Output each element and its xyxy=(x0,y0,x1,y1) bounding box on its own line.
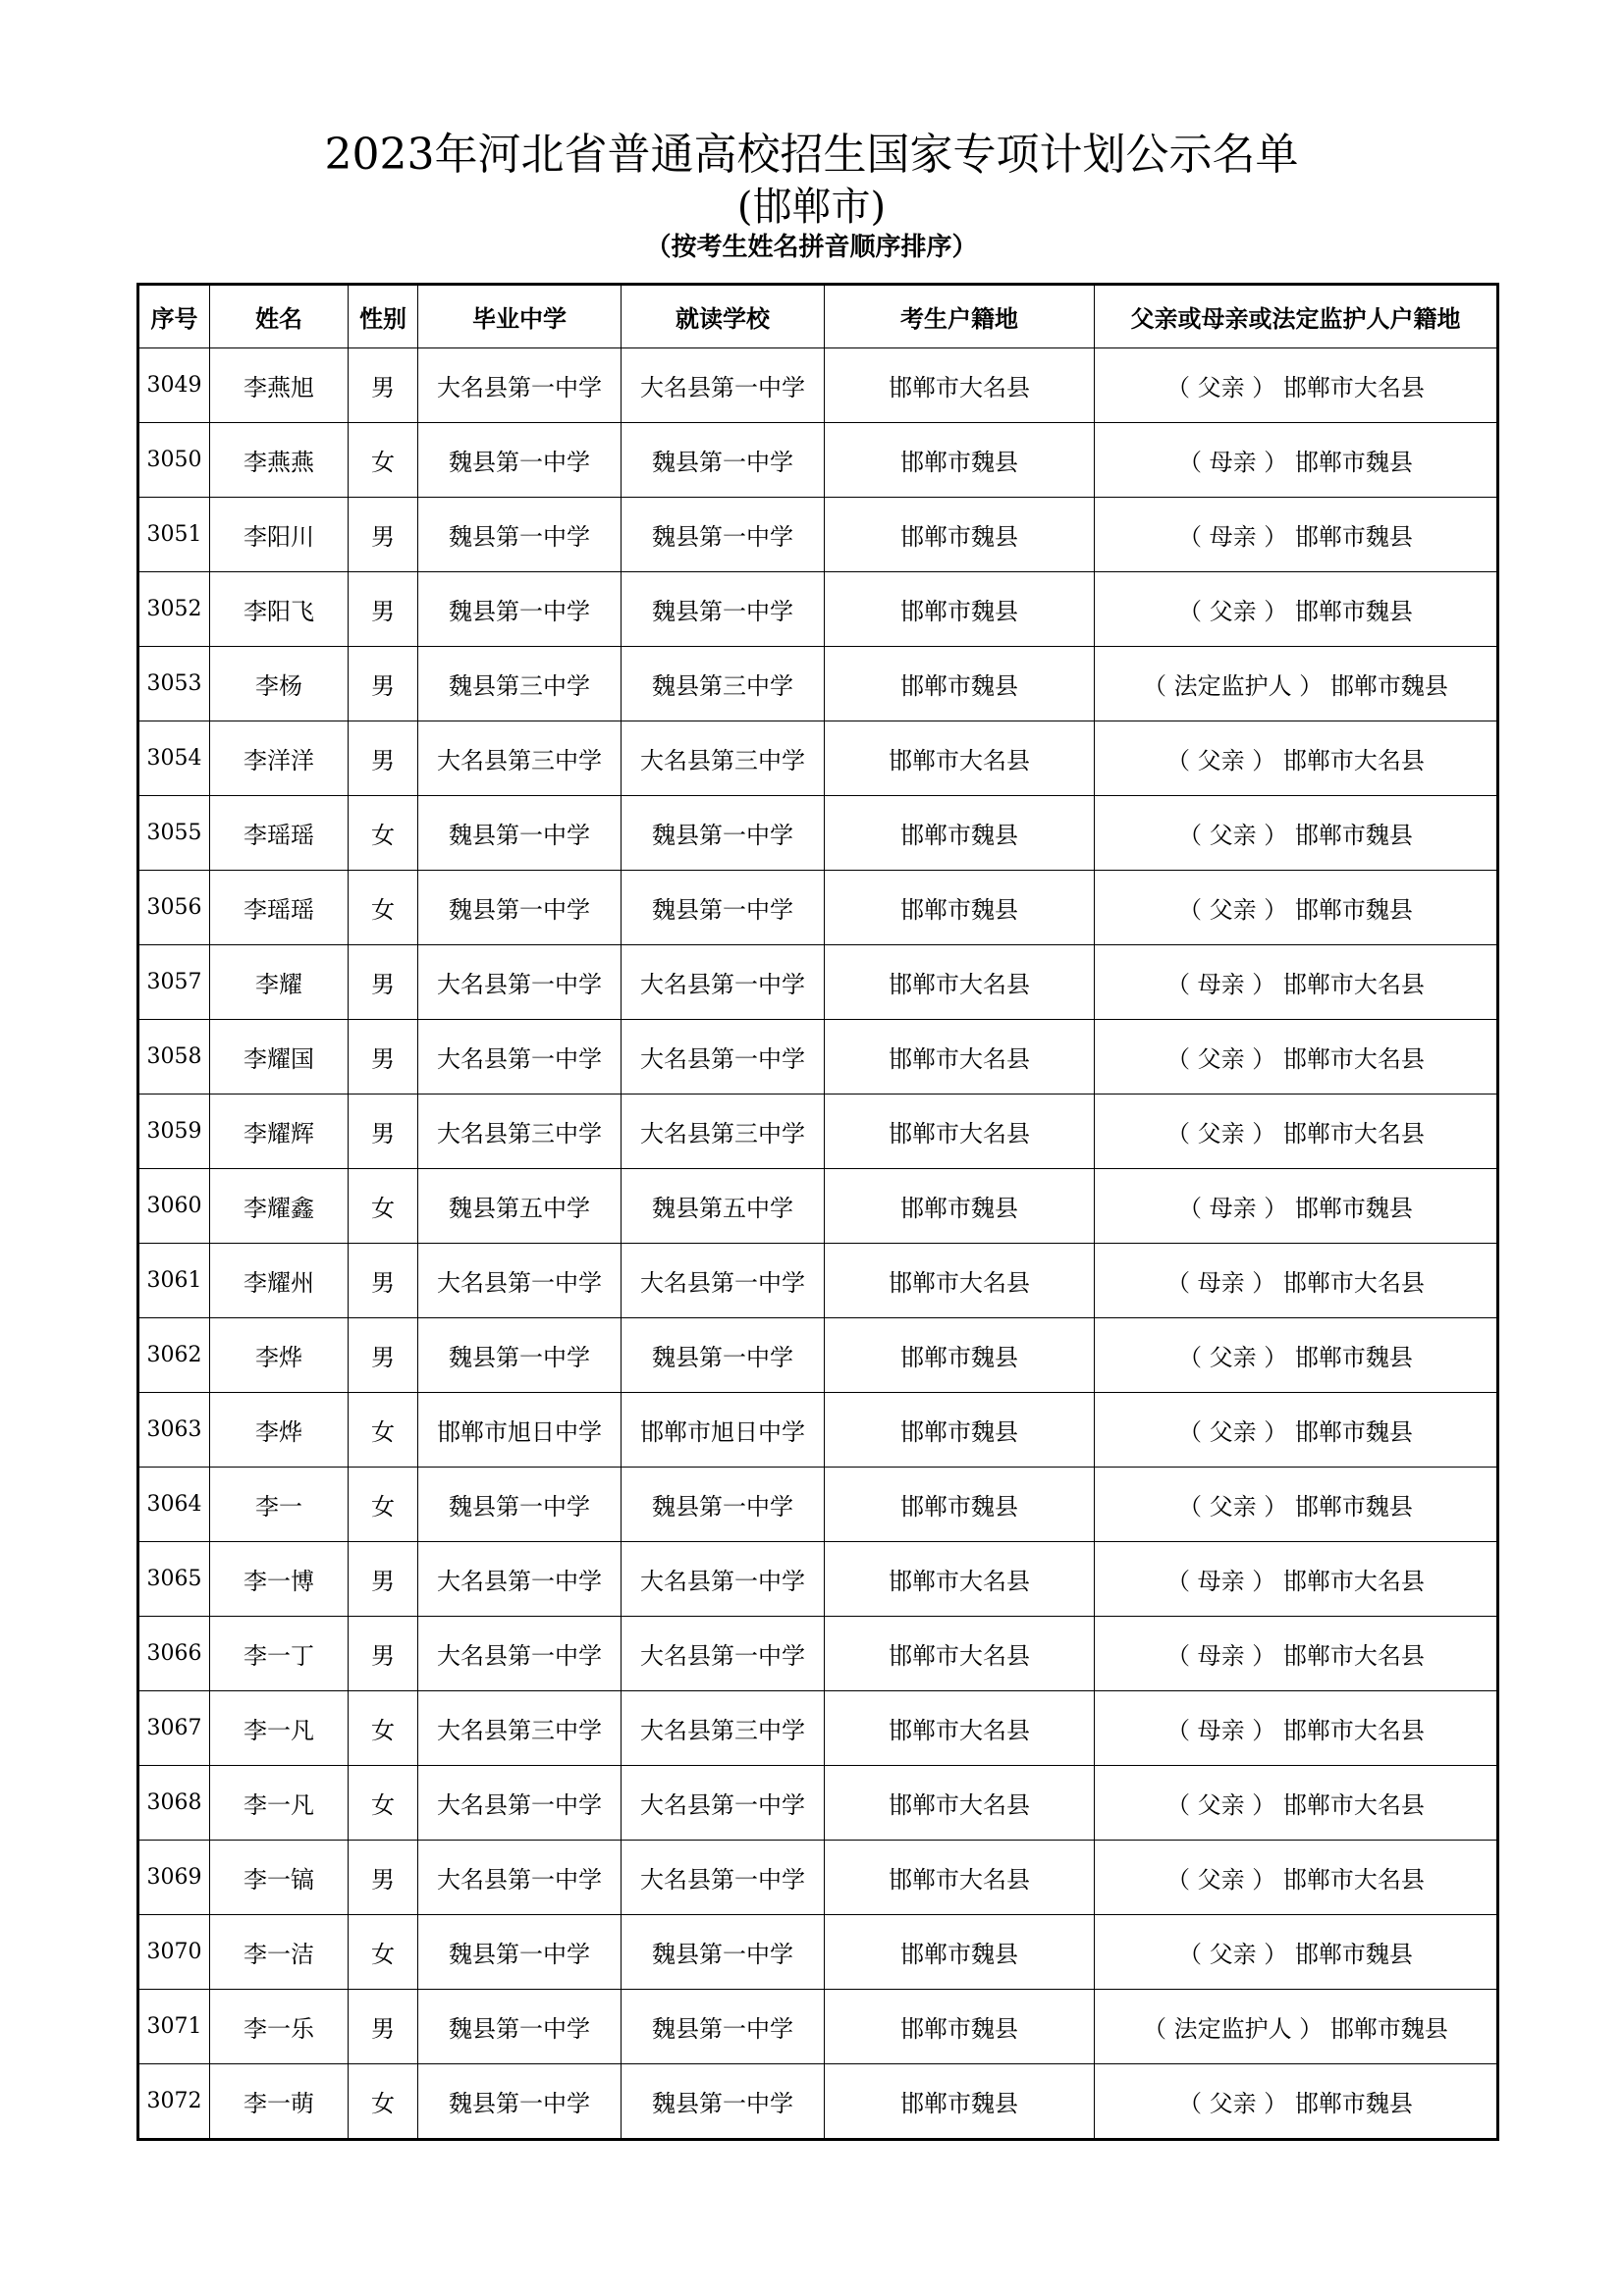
cell-grad-school: 大名县第一中学 xyxy=(418,1020,622,1095)
cell-grad-school: 魏县第一中学 xyxy=(418,1990,622,2064)
cell-id: 3055 xyxy=(138,796,210,871)
page-title: 2023年河北省普通高校招生国家专项计划公示名单 xyxy=(324,130,1299,180)
sort-note: （按考生姓名拼音顺序排序） xyxy=(645,233,978,262)
cell-gender: 女 xyxy=(349,423,418,498)
cell-grad-school: 邯郸市旭日中学 xyxy=(418,1393,622,1468)
cell-grad-school: 大名县第三中学 xyxy=(418,1691,622,1766)
cell-grad-school: 大名县第一中学 xyxy=(418,1617,622,1691)
cell-id: 3054 xyxy=(138,721,210,796)
cell-guardian-hukou: （ 父亲 ） 邯郸市魏县 xyxy=(1095,1393,1498,1468)
cell-hukou: 邯郸市魏县 xyxy=(825,796,1095,871)
cell-guardian-hukou: （ 父亲 ） 邯郸市大名县 xyxy=(1095,721,1498,796)
cell-gender: 男 xyxy=(349,721,418,796)
cell-hukou: 邯郸市魏县 xyxy=(825,647,1095,721)
table-row xyxy=(138,1841,1498,1915)
cell-grad-school: 魏县第一中学 xyxy=(418,2064,622,2140)
table-row xyxy=(138,1095,1498,1169)
column-header-grad-school: 毕业中学 xyxy=(418,285,622,348)
cell-name: 李瑶瑶 xyxy=(210,871,349,945)
cell-gender: 女 xyxy=(349,1393,418,1468)
cell-hukou: 邯郸市大名县 xyxy=(825,945,1095,1020)
cell-school: 大名县第一中学 xyxy=(622,1244,825,1318)
cell-guardian-hukou: （ 父亲 ） 邯郸市魏县 xyxy=(1095,796,1498,871)
cell-school: 魏县第一中学 xyxy=(622,572,825,647)
cell-id: 3060 xyxy=(138,1169,210,1244)
cell-school: 大名县第一中学 xyxy=(622,1617,825,1691)
cell-gender: 女 xyxy=(349,1915,418,1990)
cell-gender: 男 xyxy=(349,945,418,1020)
table-row xyxy=(138,1393,1498,1468)
cell-hukou: 邯郸市大名县 xyxy=(825,1841,1095,1915)
table-header-row xyxy=(138,285,1498,348)
table-row xyxy=(138,1020,1498,1095)
table-row xyxy=(138,498,1498,572)
roster-table xyxy=(136,283,1499,2141)
cell-id: 3072 xyxy=(138,2064,210,2140)
table-row xyxy=(138,2064,1498,2140)
cell-id: 3068 xyxy=(138,1766,210,1841)
cell-id: 3059 xyxy=(138,1095,210,1169)
cell-school: 大名县第一中学 xyxy=(622,348,825,423)
table-row xyxy=(138,1766,1498,1841)
cell-hukou: 邯郸市大名县 xyxy=(825,1766,1095,1841)
cell-id: 3056 xyxy=(138,871,210,945)
cell-school: 大名县第三中学 xyxy=(622,1691,825,1766)
column-header-name: 姓名 xyxy=(210,285,349,348)
cell-gender: 女 xyxy=(349,1691,418,1766)
cell-gender: 女 xyxy=(349,871,418,945)
cell-school: 大名县第一中学 xyxy=(622,1542,825,1617)
cell-gender: 男 xyxy=(349,1095,418,1169)
cell-grad-school: 大名县第一中学 xyxy=(418,348,622,423)
cell-id: 3064 xyxy=(138,1468,210,1542)
cell-school: 魏县第三中学 xyxy=(622,647,825,721)
cell-grad-school: 大名县第一中学 xyxy=(418,1766,622,1841)
cell-name: 李耀 xyxy=(210,945,349,1020)
cell-grad-school: 魏县第五中学 xyxy=(418,1169,622,1244)
cell-guardian-hukou: （ 父亲 ） 邯郸市大名县 xyxy=(1095,1766,1498,1841)
cell-name: 李耀州 xyxy=(210,1244,349,1318)
cell-grad-school: 魏县第一中学 xyxy=(418,423,622,498)
cell-name: 李燕旭 xyxy=(210,348,349,423)
column-header-hukou: 考生户籍地 xyxy=(825,285,1095,348)
cell-grad-school: 魏县第三中学 xyxy=(418,647,622,721)
cell-guardian-hukou: （ 母亲 ） 邯郸市大名县 xyxy=(1095,945,1498,1020)
cell-name: 李一乐 xyxy=(210,1990,349,2064)
table-row xyxy=(138,871,1498,945)
cell-gender: 女 xyxy=(349,796,418,871)
cell-guardian-hukou: （ 父亲 ） 邯郸市魏县 xyxy=(1095,1915,1498,1990)
cell-name: 李烨 xyxy=(210,1318,349,1393)
cell-gender: 女 xyxy=(349,1468,418,1542)
cell-id: 3049 xyxy=(138,348,210,423)
cell-name: 李耀辉 xyxy=(210,1095,349,1169)
cell-hukou: 邯郸市大名县 xyxy=(825,1542,1095,1617)
cell-name: 李燕燕 xyxy=(210,423,349,498)
table-row xyxy=(138,796,1498,871)
cell-hukou: 邯郸市魏县 xyxy=(825,572,1095,647)
cell-hukou: 邯郸市魏县 xyxy=(825,1915,1095,1990)
table-row xyxy=(138,1542,1498,1617)
cell-grad-school: 大名县第一中学 xyxy=(418,1244,622,1318)
table-row xyxy=(138,1244,1498,1318)
cell-hukou: 邯郸市魏县 xyxy=(825,1169,1095,1244)
cell-gender: 男 xyxy=(349,1542,418,1617)
cell-name: 李一洁 xyxy=(210,1915,349,1990)
column-header-school: 就读学校 xyxy=(622,285,825,348)
cell-gender: 女 xyxy=(349,1169,418,1244)
cell-school: 大名县第一中学 xyxy=(622,1841,825,1915)
cell-hukou: 邯郸市大名县 xyxy=(825,1095,1095,1169)
cell-name: 李耀国 xyxy=(210,1020,349,1095)
cell-name: 李阳川 xyxy=(210,498,349,572)
cell-guardian-hukou: （ 母亲 ） 邯郸市魏县 xyxy=(1095,423,1498,498)
cell-hukou: 邯郸市大名县 xyxy=(825,721,1095,796)
cell-guardian-hukou: （ 父亲 ） 邯郸市魏县 xyxy=(1095,2064,1498,2140)
cell-gender: 男 xyxy=(349,498,418,572)
cell-hukou: 邯郸市大名县 xyxy=(825,348,1095,423)
cell-grad-school: 魏县第一中学 xyxy=(418,572,622,647)
cell-school: 魏县第一中学 xyxy=(622,1468,825,1542)
cell-name: 李一萌 xyxy=(210,2064,349,2140)
cell-guardian-hukou: （ 母亲 ） 邯郸市魏县 xyxy=(1095,498,1498,572)
cell-school: 魏县第一中学 xyxy=(622,423,825,498)
cell-id: 3069 xyxy=(138,1841,210,1915)
cell-hukou: 邯郸市魏县 xyxy=(825,423,1095,498)
table-row xyxy=(138,1990,1498,2064)
cell-gender: 男 xyxy=(349,1841,418,1915)
cell-id: 3067 xyxy=(138,1691,210,1766)
cell-name: 李一凡 xyxy=(210,1691,349,1766)
cell-id: 3063 xyxy=(138,1393,210,1468)
cell-grad-school: 大名县第三中学 xyxy=(418,721,622,796)
cell-name: 李一丁 xyxy=(210,1617,349,1691)
table-row xyxy=(138,572,1498,647)
page-subtitle: (邯郸市) xyxy=(736,185,887,230)
cell-guardian-hukou: （ 父亲 ） 邯郸市魏县 xyxy=(1095,1468,1498,1542)
cell-hukou: 邯郸市魏县 xyxy=(825,1468,1095,1542)
cell-gender: 女 xyxy=(349,1766,418,1841)
cell-guardian-hukou: （ 父亲 ） 邯郸市魏县 xyxy=(1095,1318,1498,1393)
cell-name: 李杨 xyxy=(210,647,349,721)
cell-grad-school: 魏县第一中学 xyxy=(418,1915,622,1990)
cell-guardian-hukou: （ 法定监护人 ） 邯郸市魏县 xyxy=(1095,647,1498,721)
column-header-id: 序号 xyxy=(138,285,210,348)
table-row xyxy=(138,1468,1498,1542)
cell-gender: 男 xyxy=(349,572,418,647)
cell-school: 大名县第一中学 xyxy=(622,1766,825,1841)
cell-hukou: 邯郸市魏县 xyxy=(825,2064,1095,2140)
cell-grad-school: 魏县第一中学 xyxy=(418,498,622,572)
cell-id: 3065 xyxy=(138,1542,210,1617)
cell-school: 大名县第三中学 xyxy=(622,1095,825,1169)
cell-school: 魏县第一中学 xyxy=(622,1318,825,1393)
cell-gender: 男 xyxy=(349,647,418,721)
cell-guardian-hukou: （ 母亲 ） 邯郸市魏县 xyxy=(1095,1169,1498,1244)
cell-guardian-hukou: （ 法定监护人 ） 邯郸市魏县 xyxy=(1095,1990,1498,2064)
cell-id: 3071 xyxy=(138,1990,210,2064)
cell-id: 3053 xyxy=(138,647,210,721)
cell-name: 李一凡 xyxy=(210,1766,349,1841)
cell-guardian-hukou: （ 母亲 ） 邯郸市大名县 xyxy=(1095,1542,1498,1617)
table-row xyxy=(138,1169,1498,1244)
cell-grad-school: 大名县第三中学 xyxy=(418,1095,622,1169)
cell-gender: 男 xyxy=(349,1318,418,1393)
cell-gender: 男 xyxy=(349,1990,418,2064)
cell-guardian-hukou: （ 父亲 ） 邯郸市大名县 xyxy=(1095,348,1498,423)
table-row xyxy=(138,423,1498,498)
cell-name: 李一博 xyxy=(210,1542,349,1617)
cell-id: 3057 xyxy=(138,945,210,1020)
cell-name: 李一镐 xyxy=(210,1841,349,1915)
cell-school: 大名县第一中学 xyxy=(622,945,825,1020)
cell-school: 魏县第一中学 xyxy=(622,1990,825,2064)
cell-guardian-hukou: （ 父亲 ） 邯郸市大名县 xyxy=(1095,1020,1498,1095)
cell-hukou: 邯郸市大名县 xyxy=(825,1244,1095,1318)
cell-name: 李阳飞 xyxy=(210,572,349,647)
cell-name: 李洋洋 xyxy=(210,721,349,796)
cell-gender: 男 xyxy=(349,348,418,423)
cell-id: 3066 xyxy=(138,1617,210,1691)
table-row xyxy=(138,1617,1498,1691)
cell-school: 魏县第一中学 xyxy=(622,2064,825,2140)
cell-school: 大名县第一中学 xyxy=(622,1020,825,1095)
table-row xyxy=(138,1915,1498,1990)
cell-hukou: 邯郸市魏县 xyxy=(825,871,1095,945)
cell-grad-school: 魏县第一中学 xyxy=(418,1318,622,1393)
cell-hukou: 邯郸市魏县 xyxy=(825,1990,1095,2064)
cell-hukou: 邯郸市魏县 xyxy=(825,1318,1095,1393)
cell-id: 3052 xyxy=(138,572,210,647)
cell-gender: 女 xyxy=(349,2064,418,2140)
cell-grad-school: 大名县第一中学 xyxy=(418,1841,622,1915)
cell-school: 邯郸市旭日中学 xyxy=(622,1393,825,1468)
cell-id: 3051 xyxy=(138,498,210,572)
cell-school: 魏县第五中学 xyxy=(622,1169,825,1244)
cell-id: 3058 xyxy=(138,1020,210,1095)
cell-id: 3070 xyxy=(138,1915,210,1990)
cell-grad-school: 魏县第一中学 xyxy=(418,1468,622,1542)
table-row xyxy=(138,721,1498,796)
cell-grad-school: 大名县第一中学 xyxy=(418,945,622,1020)
cell-id: 3061 xyxy=(138,1244,210,1318)
cell-school: 魏县第一中学 xyxy=(622,498,825,572)
cell-hukou: 邯郸市大名县 xyxy=(825,1020,1095,1095)
cell-gender: 男 xyxy=(349,1617,418,1691)
cell-guardian-hukou: （ 母亲 ） 邯郸市大名县 xyxy=(1095,1617,1498,1691)
cell-guardian-hukou: （ 父亲 ） 邯郸市魏县 xyxy=(1095,871,1498,945)
table-body xyxy=(138,348,1498,2140)
table-row xyxy=(138,945,1498,1020)
column-header-guardian-hukou: 父亲或母亲或法定监护人户籍地 xyxy=(1095,285,1498,348)
cell-school: 魏县第一中学 xyxy=(622,796,825,871)
cell-hukou: 邯郸市魏县 xyxy=(825,498,1095,572)
cell-grad-school: 魏县第一中学 xyxy=(418,796,622,871)
cell-gender: 男 xyxy=(349,1020,418,1095)
column-header-gender: 性别 xyxy=(349,285,418,348)
cell-id: 3050 xyxy=(138,423,210,498)
cell-name: 李一 xyxy=(210,1468,349,1542)
cell-name: 李耀鑫 xyxy=(210,1169,349,1244)
cell-grad-school: 大名县第一中学 xyxy=(418,1542,622,1617)
cell-gender: 男 xyxy=(349,1244,418,1318)
cell-hukou: 邯郸市大名县 xyxy=(825,1691,1095,1766)
cell-school: 魏县第一中学 xyxy=(622,1915,825,1990)
cell-guardian-hukou: （ 父亲 ） 邯郸市魏县 xyxy=(1095,572,1498,647)
cell-school: 魏县第一中学 xyxy=(622,871,825,945)
table-row xyxy=(138,1691,1498,1766)
cell-guardian-hukou: （ 母亲 ） 邯郸市大名县 xyxy=(1095,1691,1498,1766)
table-row xyxy=(138,647,1498,721)
table-row xyxy=(138,1318,1498,1393)
cell-guardian-hukou: （ 父亲 ） 邯郸市大名县 xyxy=(1095,1841,1498,1915)
cell-hukou: 邯郸市魏县 xyxy=(825,1393,1095,1468)
cell-name: 李瑶瑶 xyxy=(210,796,349,871)
table-row xyxy=(138,348,1498,423)
cell-guardian-hukou: （ 父亲 ） 邯郸市大名县 xyxy=(1095,1095,1498,1169)
cell-name: 李烨 xyxy=(210,1393,349,1468)
cell-id: 3062 xyxy=(138,1318,210,1393)
cell-school: 大名县第三中学 xyxy=(622,721,825,796)
cell-grad-school: 魏县第一中学 xyxy=(418,871,622,945)
cell-hukou: 邯郸市大名县 xyxy=(825,1617,1095,1691)
cell-guardian-hukou: （ 母亲 ） 邯郸市大名县 xyxy=(1095,1244,1498,1318)
